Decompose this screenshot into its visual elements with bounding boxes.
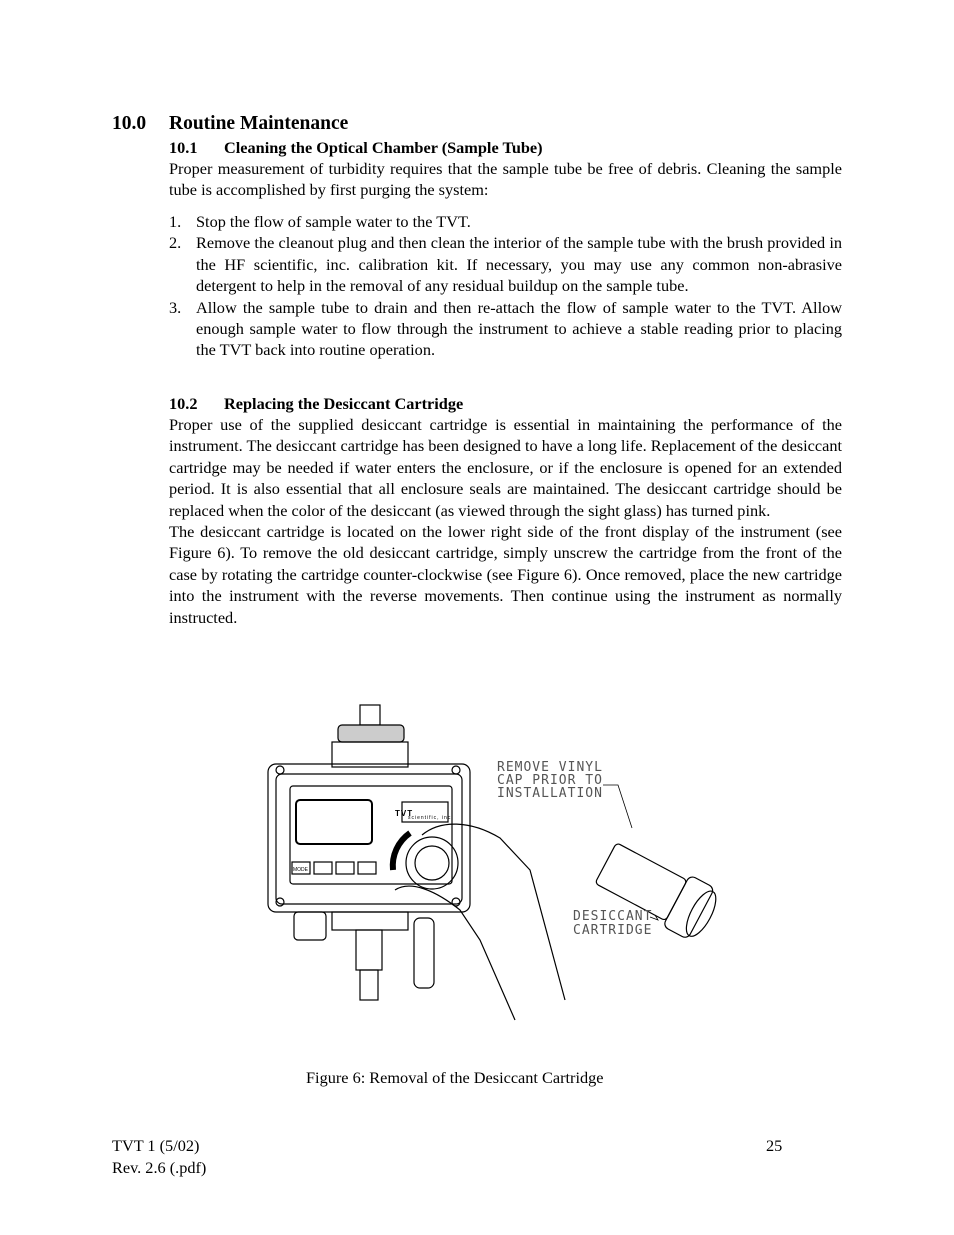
- desiccant-paragraph: The desiccant cartridge is located on the lower right side of the front display of the instrument (see Figure 6). To remove the old desiccant cartridge, simply unscrew the cartridge from the front of the case by rotating the cartridge counter-clockwise (see Figure 6). Once removed, place the new cartridge into the instrument with the reverse movements. Then continue using the instrument as normally instructed.: [169, 522, 842, 627]
- section-heading: 10.0 Routine Maintenance: [112, 113, 349, 134]
- footer-revision: Rev. 2.6 (.pdf): [112, 1158, 207, 1177]
- footer-doc-id: TVT 1 (5/02): [112, 1136, 200, 1155]
- svg-text:MODE: MODE: [293, 867, 308, 873]
- step-item: 2. Remove the cleanout plug and then clean the interior of the sample tube with the brush provided in the HF scientific, inc. calibration kit. If necessary, you may use any common non-abrasive detergent to help in the removal of any residual buildup on the sample tube.: [169, 233, 842, 296]
- cap-label-line: INSTALLATION: [497, 786, 603, 801]
- cap-label-line: REMOVE VINYL: [497, 760, 603, 775]
- desiccant-paragraph: Proper use of the supplied desiccant cartridge is essential in maintaining the performance of the instrument. The desiccant cartridge has been designed to have a long life. Replacement of the desiccant cartridge may be needed if water enters the enclosure, or if the enclosure is opened for an extended period. It is also essential that all enclosure seals are maintained. The desiccant cartridge should be replaced when the color of the desiccant (as viewed through the sight glass) has turned pink.: [169, 415, 842, 520]
- figure-6-illustration: [260, 690, 740, 1025]
- subsection-heading-10-2: 10.2 Replacing the Desiccant Cartridge: [169, 394, 464, 413]
- figure-caption: Figure 6: Removal of the Desiccant Cartridge: [306, 1068, 604, 1087]
- cleaning-intro: Proper measurement of turbidity requires that the sample tube be free of debris. Cleaning the sample tube is accomplished by first purging the system:: [169, 159, 842, 200]
- page-number: 25: [766, 1136, 783, 1155]
- cartridge-label-line: CARTRIDGE: [573, 923, 653, 938]
- desiccant-text: [169, 414, 842, 628]
- step-item: 3. Allow the sample tube to drain and then re-attach the flow of sample water to the TVT. Allow enough sample water to flow through the instrument to achieve a stable reading prior to placing the TVT back into routine operation.: [169, 297, 842, 360]
- svg-text:TVT: TVT: [395, 809, 414, 818]
- step-item: 1. Stop the flow of sample water to the TVT.: [169, 212, 471, 231]
- cartridge-label-line: DESICCANT: [573, 909, 653, 924]
- svg-text:scientific, inc.: scientific, inc.: [408, 815, 454, 821]
- cleaning-steps: [169, 211, 842, 361]
- subsection-heading-10-1: 10.1 Cleaning the Optical Chamber (Sample Tube): [169, 138, 543, 157]
- cap-label-line: CAP PRIOR TO: [497, 773, 603, 788]
